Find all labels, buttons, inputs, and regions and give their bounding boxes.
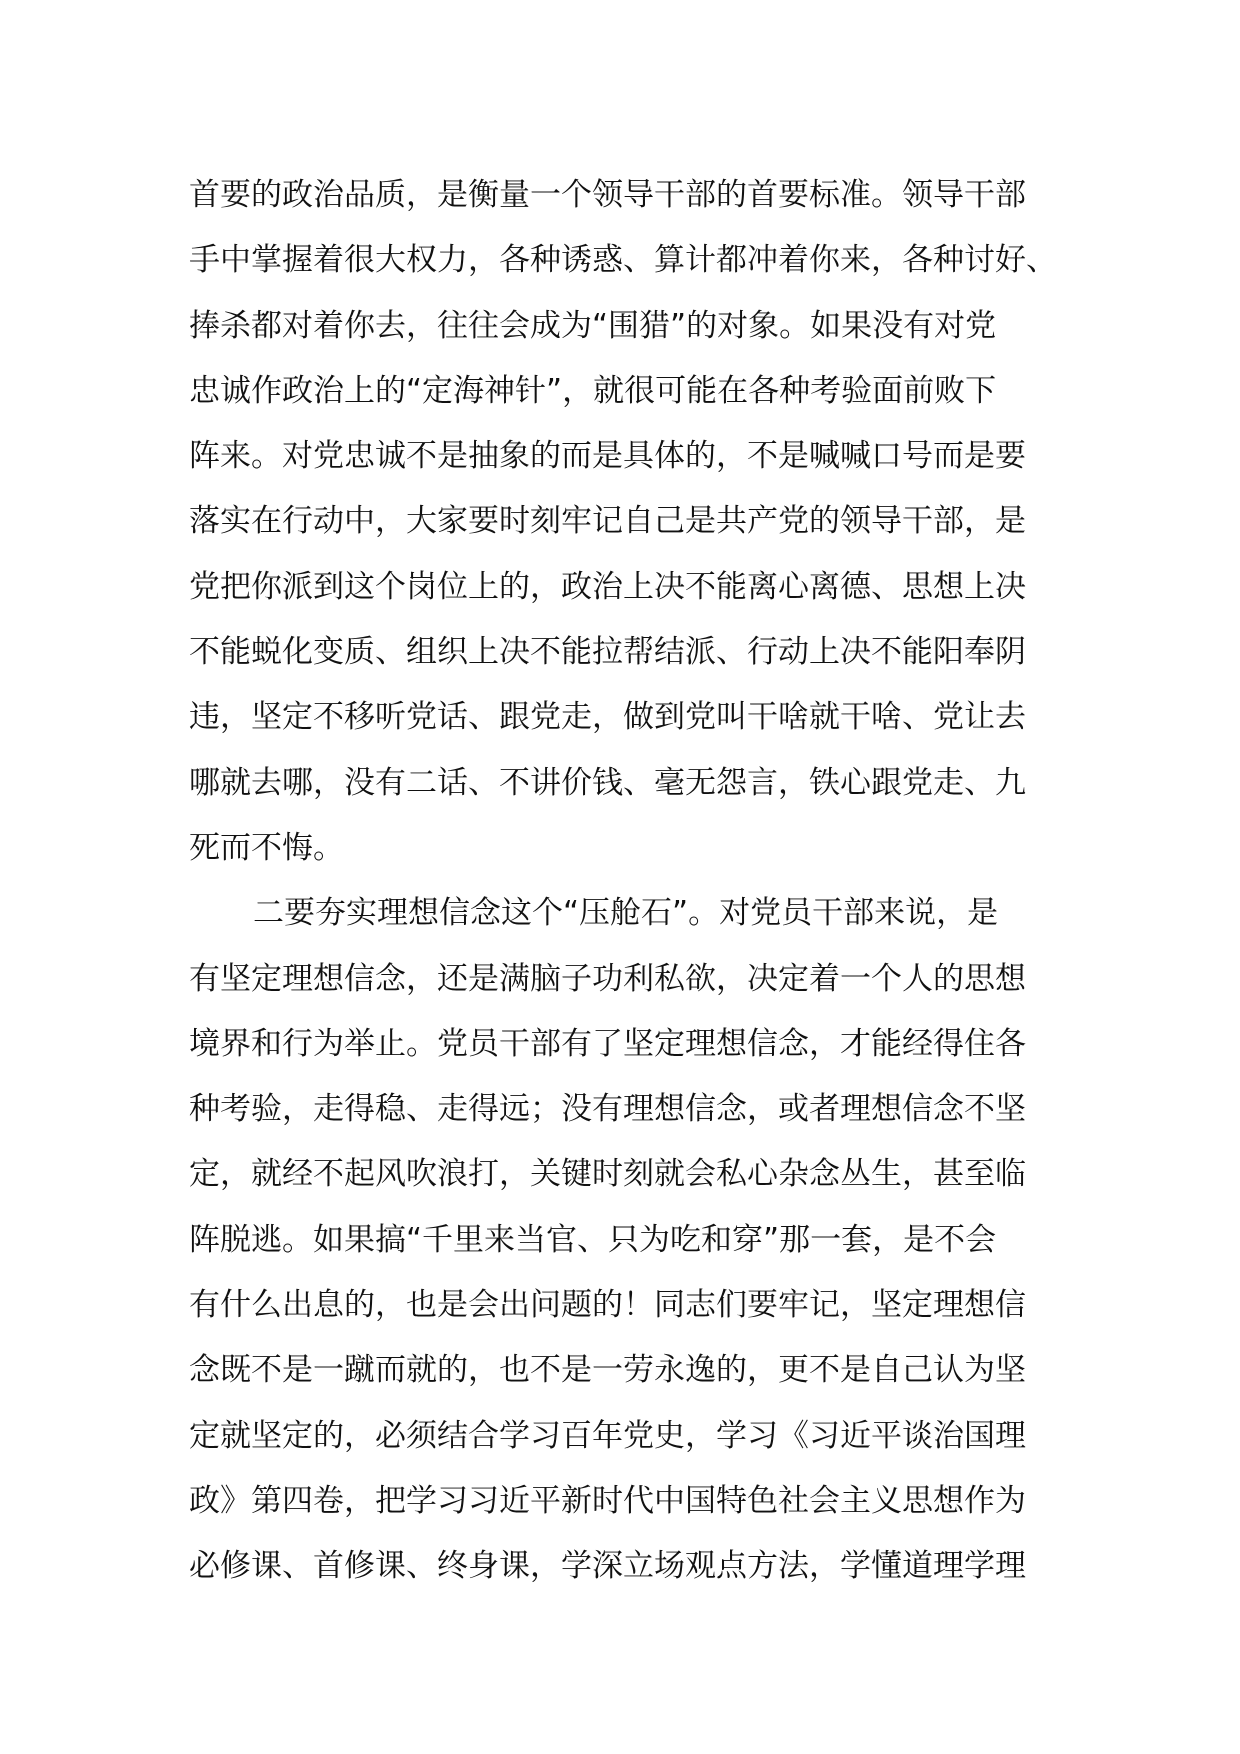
body-text (189, 163, 1069, 1600)
text-line: 政》第四卷，把学习习近平新时代中国特色社会主义思想作为 (189, 1482, 1026, 1519)
text-line: 首要的政治品质，是衡量一个领导干部的首要标准。领导干部 (189, 177, 1026, 213)
text-line: 有坚定理想信念，还是满脑子功利私欲，决定着一个人的思想 (189, 960, 1026, 997)
text-line: 阵脱逃。如果搞“千里来当官、只为吃和穿”那一套，是不会 (189, 1221, 997, 1258)
text-line: 落实在行动中，大家要时刻牢记自己是共产党的领导干部，是 (189, 503, 1026, 540)
text-line: 忠诚作政治上的“定海神针”，就很可能在各种考验面前败下 (189, 372, 997, 409)
text-line: 捧杀都对着你去，往往会成为“围猎”的对象。如果没有对党 (189, 307, 997, 344)
text-line: 手中掌握着很大权力，各种诱惑、算计都冲着你来，各种讨好、 (189, 242, 1057, 279)
text-line: 不能蜕化变质、组织上决不能拉帮结派、行动上决不能阳奉阴 (189, 634, 1026, 671)
paragraph-start-line: 二要夯实理想信念这个“压舱石”。对党员干部来说，是 (253, 895, 999, 932)
text-line: 念既不是一蹴而就的，也不是一劳永逸的，更不是自己认为坚 (189, 1352, 1026, 1389)
text-line: 党把你派到这个岗位上的，政治上决不能离心离德、思想上决 (189, 568, 1026, 605)
text-line: 有什么出息的，也是会出问题的！同志们要牢记，坚定理想信 (189, 1287, 1026, 1324)
text-line: 违，坚定不移听党话、跟党走，做到党叫干啥就干啥、党让去 (189, 699, 1026, 736)
text-line: 死而不悔。 (189, 829, 344, 866)
text-line: 必修课、首修课、终身课，学深立场观点方法，学懂道理学理 (189, 1548, 1026, 1585)
text-line: 阵来。对党忠诚不是抽象的而是具体的，不是喊喊口号而是要 (189, 438, 1026, 475)
text-line: 定，就经不起风吹浪打，关键时刻就会私心杂念丛生，甚至临 (189, 1156, 1026, 1193)
text-line: 定就坚定的，必须结合学习百年党史，学习《习近平谈治国理 (189, 1417, 1026, 1454)
text-line: 境界和行为举止。党员干部有了坚定理想信念，才能经得住各 (189, 1025, 1026, 1062)
text-line: 种考验，走得稳、走得远；没有理想信念，或者理想信念不坚 (189, 1091, 1026, 1128)
text-line: 哪就去哪，没有二话、不讲价钱、毫无怨言，铁心跟党走、九 (189, 764, 1026, 801)
